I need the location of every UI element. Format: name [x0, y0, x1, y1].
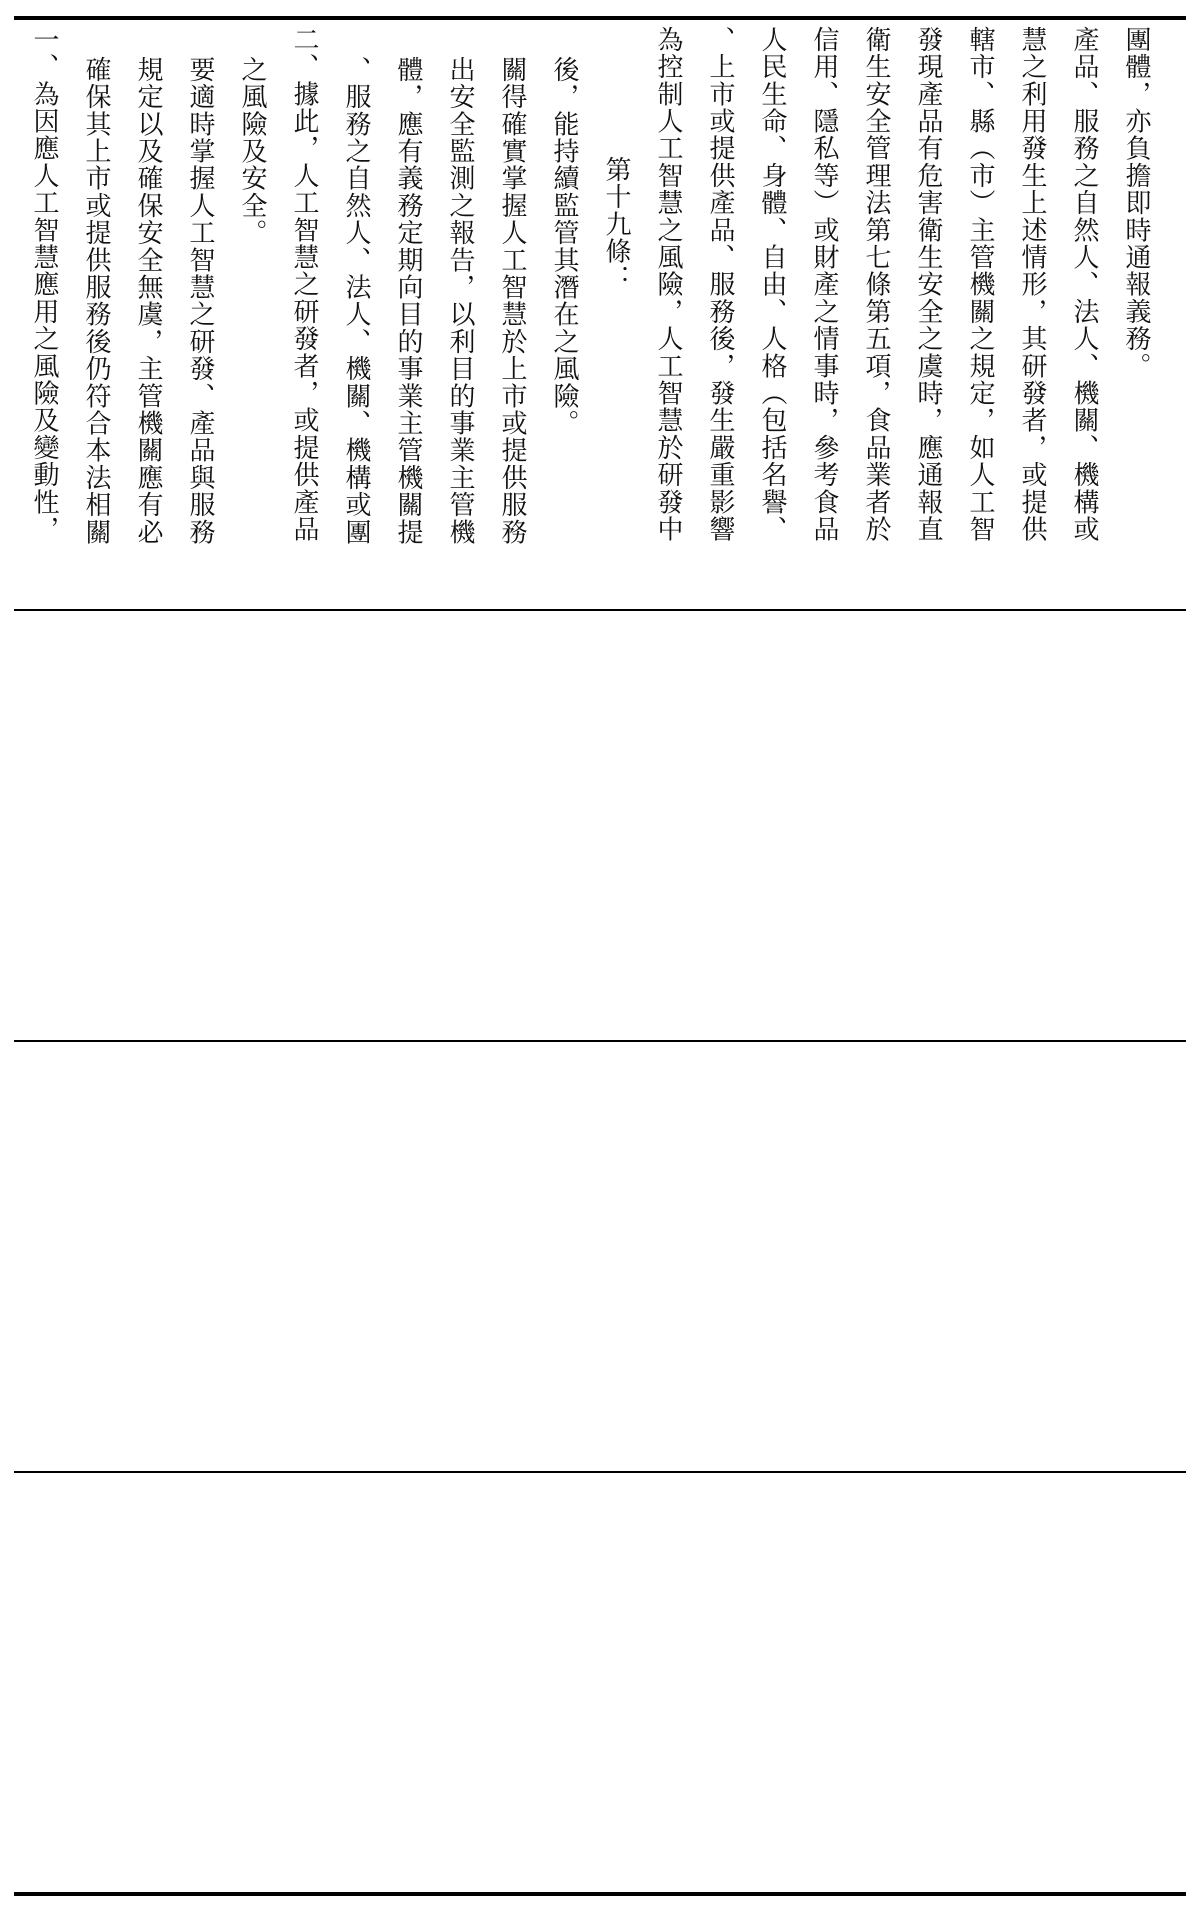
text-column: 發現產品有危害衛生安全之虞時，應通報直 — [913, 26, 943, 543]
text-column: 信用、隱私等）或財產之情事時，參考食品 — [809, 26, 839, 543]
text-column: 要適時掌握人工智慧之研發、產品與服務 — [185, 56, 215, 546]
text-column: 、上市或提供產品、服務後，發生嚴重影響 — [705, 26, 735, 543]
text-column: 衛生安全管理法第七條第五項，食品業者於 — [861, 26, 891, 543]
section-divider — [14, 1471, 1186, 1473]
text-column: 團體，亦負擔即時通報義務。 — [1121, 26, 1151, 380]
section-divider — [14, 609, 1186, 611]
section-divider — [14, 1040, 1186, 1042]
text-column: 體，應有義務定期向目的事業主管機關提 — [393, 56, 423, 546]
text-column: 轄市、縣（市）主管機關之規定，如人工智 — [965, 26, 995, 543]
text-column: 二、據此，人工智慧之研發者，或提供產品 — [289, 26, 319, 543]
blank-table-section — [14, 1474, 1186, 1891]
top-rule — [14, 16, 1186, 20]
text-column: 、服務之自然人、法人、機關、機構或團 — [341, 56, 371, 546]
text-column: 人民生命、身體、自由、人格（包括名譽、 — [757, 26, 787, 543]
text-column: 關得確實掌握人工智慧於上市或提供服務 — [497, 56, 527, 546]
text-column: 規定以及確保安全無虞，主管機關應有必 — [133, 56, 163, 546]
document-text-panel — [24, 26, 1174, 602]
article-heading: 第十九條： — [601, 156, 631, 292]
text-column: 後，能持續監管其潛在之風險。 — [549, 56, 579, 437]
text-column: 之風險及安全。 — [237, 56, 267, 247]
blank-table-section — [14, 612, 1186, 1039]
text-column: 為控制人工智慧之風險，人工智慧於研發中 — [653, 26, 683, 543]
text-column: 出安全監測之報告，以利目的事業主管機 — [445, 56, 475, 546]
text-column: 確保其上市或提供服務後仍符合本法相關 — [81, 56, 111, 546]
bottom-rule — [14, 1892, 1186, 1896]
blank-table-section — [14, 1043, 1186, 1470]
text-column: 一、為因應人工智慧應用之風險及變動性， — [29, 26, 59, 543]
text-column: 產品、服務之自然人、法人、機關、機構或 — [1069, 26, 1099, 543]
text-column: 慧之利用發生上述情形，其研發者，或提供 — [1017, 26, 1047, 543]
